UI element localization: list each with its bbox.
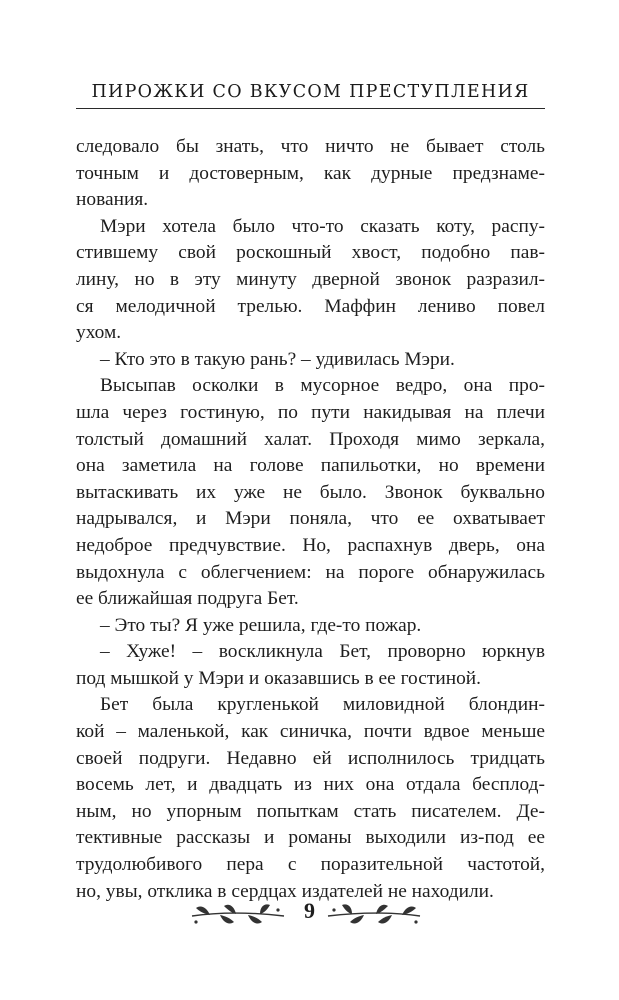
text-line: кой – маленькой, как синичка, почти вдвое меньше [76, 721, 545, 743]
text-line: точным и достоверным, как дурные предзнаме- [76, 162, 545, 184]
page-footer [0, 888, 619, 948]
header-rule [76, 108, 545, 109]
text-line: ся мелодичной трелью. Маффин лениво повел [76, 295, 545, 317]
leaf-branch-ornament-right-icon [326, 902, 422, 932]
text-line: нования. [76, 189, 149, 211]
running-title: ПИРОЖКИ СО ВКУСОМ ПРЕСТУПЛЕНИЯ [91, 82, 530, 102]
text-line: недоброе предчувствие. Но, распахнув дверь, она [76, 534, 545, 556]
text-line: трудолюбивого пера с поразительной частотой, [76, 854, 545, 876]
text-line: толстый домашний халат. Проходя мимо зеркала, [76, 428, 545, 450]
text-line: – Кто это в такую рань? – удивилась Мэри. [100, 348, 455, 370]
text-line: ухом. [76, 322, 122, 344]
text-line: следовало бы знать, что ничто не бывает столь [76, 136, 545, 157]
text-line: стившему свой роскошный хвост, подобно пав- [76, 242, 545, 264]
text-line: выдохнула с облегчением: на пороге обнаружилась [76, 561, 545, 583]
text-line: Высыпав осколки в мусорное ведро, она про- [100, 375, 545, 397]
text-line: шла через гостиную, по пути накидывая на плечи [76, 401, 545, 423]
text-line: ным, но упорным попыткам стать писателем. Де- [76, 800, 545, 822]
text-line: Мэри хотела было что-то сказать коту, распу- [100, 215, 545, 237]
text-line: тективные рассказы и романы выходили из-под ее [76, 827, 545, 849]
text-line: своей подруги. Недавно ей исполнилось тридцать [76, 747, 545, 769]
text-line: лину, но в эту минуту дверной звонок разразил- [76, 268, 545, 290]
text-line: но, увы, отклика в сердцах издателей не находили. [76, 880, 494, 902]
text-line: она заметила на голове папильотки, но времени [76, 455, 545, 477]
text-line: вытаскивать их уже не было. Звонок буквально [76, 481, 545, 503]
text-line: ее ближайшая подруга Бет. [76, 588, 299, 610]
text-line: Бет была кругленькой миловидной блондин- [100, 694, 545, 716]
page-number: 9 [304, 898, 315, 923]
text-line: восемь лет, и двадцать из них она отдала бесплод- [76, 774, 545, 796]
text-line: под мышкой у Мэри и оказавшись в ее гостиной. [76, 667, 481, 689]
text-line: надрывался, и Мэри поняла, что ее охватывает [76, 508, 545, 530]
text-line: – Хуже! – воскликнула Бет, проворно юркнув [100, 641, 545, 663]
body-text [76, 134, 545, 905]
text-line: – Это ты? Я уже решила, где-то пожар. [100, 614, 422, 636]
